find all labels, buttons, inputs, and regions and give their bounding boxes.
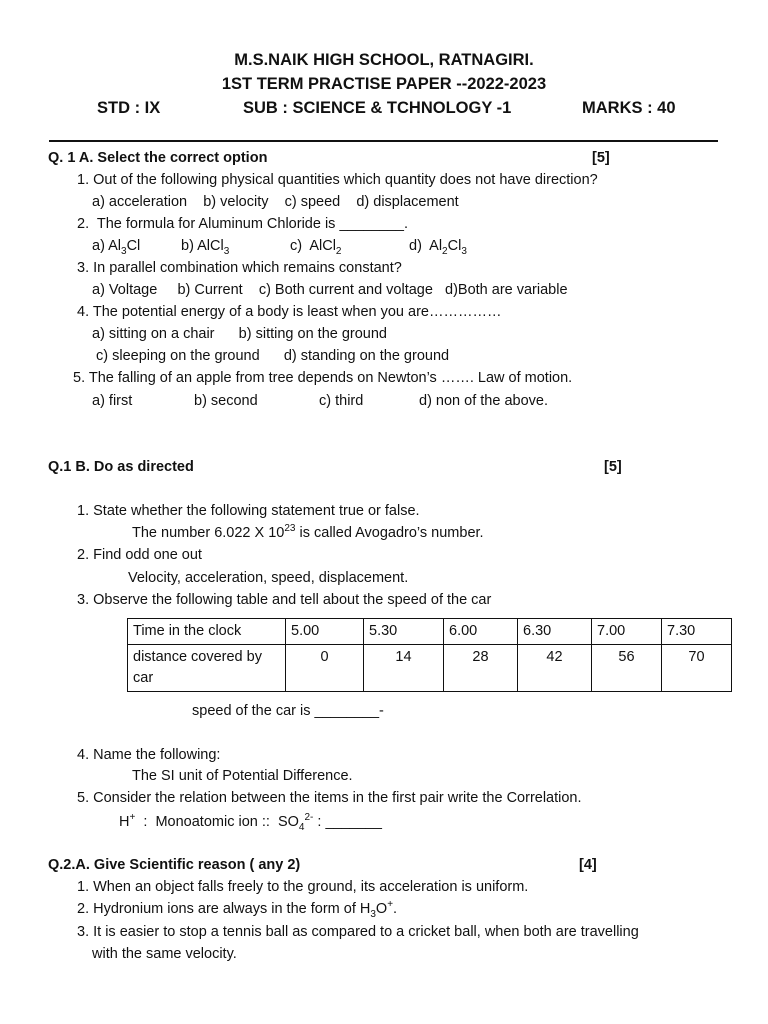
speed-table bbox=[127, 618, 732, 692]
q1a-item3-options: a) Voltage b) Current c) Both current and voltage d)Both are variable bbox=[92, 282, 568, 298]
table-cell: 5.30 bbox=[364, 619, 444, 645]
q1a-item4-options-2: c) sleeping on the ground d) standing on the ground bbox=[96, 348, 450, 364]
q1b-item4-prompt: The SI unit of Potential Difference. bbox=[132, 768, 353, 784]
q1b-item1: 1. State whether the following statement true or false. bbox=[77, 503, 420, 519]
table-cell: 28 bbox=[444, 645, 518, 692]
q1a-item5-option-d: d) non of the above. bbox=[419, 393, 548, 409]
q1a-item2: 2. The formula for Aluminum Chloride is ________. bbox=[77, 216, 408, 232]
header-divider bbox=[49, 140, 718, 142]
table-row-time bbox=[128, 619, 732, 645]
q1b-item5: 5. Consider the relation between the items in the first pair write the Correlation. bbox=[77, 790, 582, 806]
q2a-marks: [4] bbox=[579, 857, 597, 873]
q1a-item1: 1. Out of the following physical quantities which quantity does not have direction? bbox=[77, 172, 598, 188]
q1a-item4: 4. The potential energy of a body is least when you are…………… bbox=[77, 304, 502, 320]
table-cell: 6.00 bbox=[444, 619, 518, 645]
q2a-item3: 3. It is easier to stop a tennis ball as compared to a cricket ball, when both are travelling bbox=[77, 924, 639, 940]
q1a-item5: 5. The falling of an apple from tree depends on Newton’s ……. Law of motion. bbox=[73, 370, 573, 386]
q1a-item5-option-c: c) third bbox=[319, 393, 364, 409]
table-cell: 7.30 bbox=[662, 619, 732, 645]
table-row-distance bbox=[128, 645, 732, 692]
table-cell-label: Time in the clock bbox=[128, 619, 286, 645]
q1b-item4: 4. Name the following: bbox=[77, 747, 221, 763]
q2a-item2: 2. Hydronium ions are always in the form of $H_3O^+$. bbox=[77, 899, 398, 920]
q1b-item5-correlation: H+ : Monoatomic ion :: $SO_4^{2-}$ : _______ bbox=[119, 812, 382, 833]
q1a-item2-option-d: d) $Al_2Cl_3$ bbox=[409, 238, 467, 257]
table-cell: 42 bbox=[518, 645, 592, 692]
table-cell: 56 bbox=[592, 645, 662, 692]
paper-title: 1ST TERM PRACTISE PAPER --2022-2023 bbox=[221, 75, 547, 93]
q1a-item5-option-b: b) second bbox=[194, 393, 258, 409]
q1b-marks: [5] bbox=[604, 459, 622, 475]
q1a-item4-options-1: a) sitting on a chair b) sitting on the ground bbox=[92, 326, 387, 342]
q1b-item1-statement: The number 6.022 X $10^{23}$ is called Avogadro’s number. bbox=[132, 523, 484, 541]
q1a-item2-option-c: c) AlCl$_2$ bbox=[290, 238, 342, 257]
table-cell: 7.00 bbox=[592, 619, 662, 645]
q1a-title: Q. 1 A. Select the correct option bbox=[48, 150, 268, 166]
table-cell: 70 bbox=[662, 645, 732, 692]
table-cell: 5.00 bbox=[286, 619, 364, 645]
table-cell: 14 bbox=[364, 645, 444, 692]
q1a-item1-options: a) acceleration b) velocity c) speed d) displacement bbox=[92, 194, 459, 210]
table-cell: 6.30 bbox=[518, 619, 592, 645]
q1a-marks: [5] bbox=[592, 150, 610, 166]
q1a-item3: 3. In parallel combination which remains constant? bbox=[77, 260, 402, 276]
q1b-item3-answer: speed of the car is ________- bbox=[192, 703, 384, 719]
school-name: M.S.NAIK HIGH SCHOOL, RATNAGIRI. bbox=[234, 51, 534, 69]
table-cell-label: distance covered by car bbox=[128, 645, 286, 692]
std-label: STD : IX bbox=[97, 99, 161, 117]
q1a-item5-option-a: a) first bbox=[92, 393, 133, 409]
q2a-title: Q.2.A. Give Scientific reason ( any 2) bbox=[48, 857, 301, 873]
table-cell: 0 bbox=[286, 645, 364, 692]
q2a-item1: 1. When an object falls freely to the ground, its acceleration is uniform. bbox=[77, 879, 529, 895]
q2a-item3-cont: with the same velocity. bbox=[92, 946, 237, 962]
q1b-item3: 3. Observe the following table and tell about the speed of the car bbox=[77, 592, 492, 608]
q1a-item2-option-b: b) AlCl$_3$ bbox=[181, 238, 230, 257]
q1b-item2-words: Velocity, acceleration, speed, displacement. bbox=[128, 570, 409, 586]
q1b-item2: 2. Find odd one out bbox=[77, 547, 202, 563]
subject-label: SUB : SCIENCE & TCHNOLOGY -1 bbox=[243, 99, 512, 117]
q1b-title: Q.1 B. Do as directed bbox=[48, 459, 194, 475]
q1a-item2-option-a: a) $Al_3Cl$ bbox=[92, 238, 141, 257]
marks-label: MARKS : 40 bbox=[582, 99, 676, 117]
